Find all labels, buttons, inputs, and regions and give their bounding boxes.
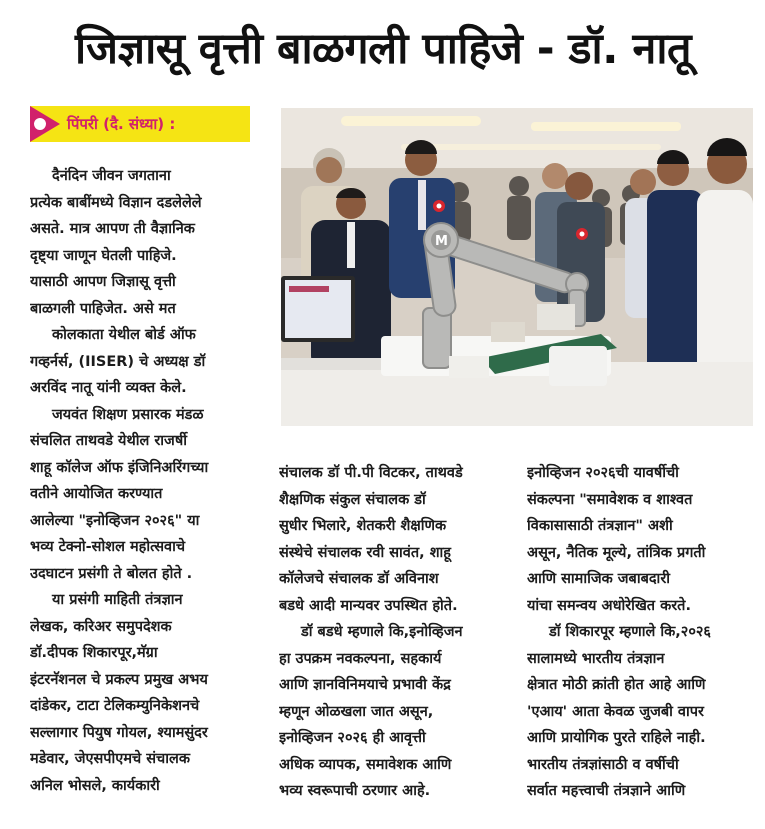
text-line: प्रत्येक बाबींमध्ये विज्ञान दडलेलेले (30, 194, 202, 211)
headline: जिज्ञासू वृत्ती बाळगली पाहिजे - डॉ. नातू (74, 24, 692, 74)
text-line: सुधीर भिलारे, शेतकरी शैक्षणिक (279, 518, 447, 534)
text-line: बडधे आदी मान्यवर उपस्थित होते. (279, 597, 458, 614)
text-line: कोलकाता येथील बोर्ड ऑफ (52, 327, 196, 343)
text-line: भव्य स्वरूपाची ठरणार आहे. (279, 783, 431, 799)
text-line: इनोव्हिजन २०२६ची यावर्षीची (527, 465, 679, 481)
text-line: अधिक व्यापक, समावेशक आणि (279, 756, 452, 773)
text-line: आणि प्रायोगिक पुरते राहिले नाही. (527, 730, 706, 746)
text-line: अरविंद नातू यांनी व्यक्त केले. (30, 380, 187, 396)
text-line: सर्वात महत्त्वाची तंत्रज्ञाने आणि (527, 783, 686, 799)
bullet-dot-icon (34, 118, 46, 130)
dateline-text: पिंपरी (दै. संध्या) : (67, 115, 176, 133)
text-line: असून, नैतिक मूल्ये, तांत्रिक प्रगती (527, 544, 706, 561)
article-column-3 (527, 460, 757, 805)
text-line: म्हणून ओळखला जात असून, (279, 703, 434, 720)
text-line: बाळगली पाहिजेत. असे मत (30, 300, 176, 317)
text-line: डॉ बडधे म्हणाले कि,इनोव्हिजन (301, 624, 463, 640)
event-photo (281, 108, 753, 426)
text-line: संस्थेचे संचालक रवी सावंत, शाहू (279, 544, 452, 561)
text-line: असते. मात्र आपण ती वैज्ञानिक (30, 221, 195, 237)
text-line: दैनंदिन जीवन जगताना (52, 168, 171, 184)
text-line: डॉ.दीपक शिकारपूर,मॅग्रा (30, 645, 158, 661)
text-line: क्षेत्रात मोठी क्रांती होत आहे आणि (527, 677, 706, 693)
text-line: इंटरनॅशनल चे प्रकल्प प्रमुख अभय (30, 671, 208, 688)
text-line: संकल्पना "समावेशक व शाश्वत (527, 491, 693, 508)
robot-exhibit-illustration (281, 108, 753, 426)
text-line: वतीने आयोजित करण्यात (30, 486, 163, 502)
text-line: डॉ शिकारपूर म्हणाले कि,२०२६ (549, 624, 711, 640)
text-line: विकासासाठी तंत्रज्ञान" अशी (527, 518, 673, 534)
text-line: संचलित ताथवडे येथील राजर्षी (30, 433, 187, 449)
text-line: सालामध्ये भारतीय तंत्रज्ञान (527, 650, 665, 667)
text-line: मडेवार, जेएसपीएमचे संचालक (30, 751, 190, 767)
article-column-1 (30, 163, 270, 799)
text-line: या प्रसंगी माहिती तंत्रज्ञान (52, 592, 183, 608)
robot-logo-text: M (435, 234, 448, 249)
text-line: आणि सामाजिक जबाबदारी (527, 571, 671, 587)
text-line: गव्हर्नर्स, (IISER) चे अध्यक्ष डॉ (30, 353, 206, 370)
text-line: दांडेकर, टाटा टेलिकम्युनिकेशनचे (30, 698, 200, 714)
text-line: हा उपक्रम नवकल्पना, सहकार्य (279, 650, 442, 667)
text-line: सल्लागार पियुष गोयल, श्यामसुंदर (30, 724, 208, 741)
text-line: जयवंत शिक्षण प्रसारक मंडळ (52, 406, 204, 423)
text-line: दृष्ट्या जाणून घेतली पाहिजे. (30, 247, 177, 264)
text-line: संचालक डॉ पी.पी विटकर, ताथवडे (279, 465, 463, 481)
text-line: आलेल्या "इनोव्हिजन २०२६" या (30, 512, 200, 529)
text-line: इनोव्हिजन २०२६ ही आवृत्ती (279, 730, 426, 746)
text-line: उदघाटन प्रसंगी ते बोलत होते . (30, 565, 193, 582)
text-line: शाहू कॉलेज ऑफ इंजिनिअरिंगच्या (30, 459, 209, 476)
text-line: यांचा समन्वय अधोरेखित करते. (527, 597, 691, 614)
text-line: लेखक, करिअर समुपदेशक (30, 618, 172, 635)
text-line: कॉलेजचे संचालक डॉ अविनाश (279, 571, 439, 587)
text-line: अनिल भोसले, कार्यकारी (30, 777, 160, 794)
dateline-tag (30, 106, 250, 142)
text-line: यासाठी आपण जिज्ञासू वृत्ती (30, 274, 176, 290)
text-line: भव्य टेक्नो-सोशल महोत्सवाचे (30, 539, 186, 555)
article-column-2 (279, 460, 517, 805)
text-line: आणि ज्ञानविनिमयाचे प्रभावी केंद्र (279, 677, 451, 693)
text-line: 'एआय' आता केवळ जुजबी वापर (527, 703, 704, 720)
text-line: भारतीय तंत्रज्ञांसाठी व वर्षीची (527, 756, 679, 773)
text-line: शैक्षणिक संकुल संचालक डॉ (279, 491, 426, 508)
